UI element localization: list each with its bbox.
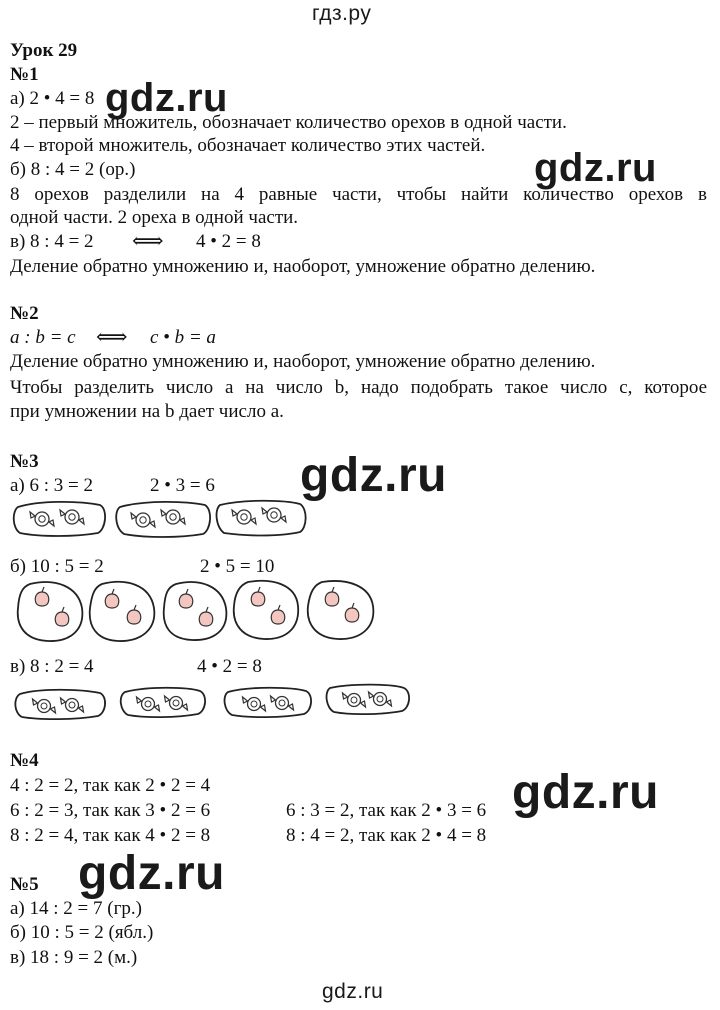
candy-group	[225, 688, 312, 717]
apple-groups-b	[0, 578, 720, 648]
task1-line-v-right: 4 • 2 = 8	[196, 231, 261, 252]
task2-line-3: при умножении на b дает число a.	[10, 401, 284, 422]
task2-number: №2	[10, 303, 39, 324]
equivalence-arrow: ⟺	[96, 324, 128, 349]
watermark: gdz.ru	[300, 449, 447, 502]
task5-line-2: б) 10 : 5 = 2 (ябл.)	[10, 922, 154, 943]
task1-line-b: б) 8 : 4 = 2 (ор.)	[10, 159, 136, 180]
task3-b-left: б) 10 : 5 = 2	[10, 556, 104, 577]
task2-line-2: Чтобы разделить число a на число b, надо подобрать такое число c, которое	[10, 377, 707, 398]
task1-line-10: Деление обратно умножению и, наоборот, умножение обратно делению.	[10, 256, 596, 277]
task2-line-1: Деление обратно умножению и, наоборот, умножение обратно делению.	[10, 351, 596, 372]
candy-group	[14, 502, 105, 536]
candy-group	[217, 501, 306, 536]
apple-group	[90, 582, 155, 641]
watermark: gdz.ru	[322, 980, 384, 1003]
apple-group	[164, 582, 227, 640]
task3-v-right: 4 • 2 = 8	[197, 656, 262, 677]
task1-line-v: в) 8 : 4 = 2	[10, 231, 94, 252]
candy-groups-v	[0, 680, 720, 725]
apple-group	[234, 581, 298, 639]
apple-group	[18, 582, 83, 641]
watermark: gdz.ru	[78, 847, 225, 900]
task5-line-3: в) 18 : 9 = 2 (м.)	[10, 947, 138, 968]
task4-line-3-left: 8 : 2 = 4, так как 4 • 2 = 8	[10, 825, 211, 846]
candy-group	[327, 685, 410, 715]
task3-v-left: в) 8 : 2 = 4	[10, 656, 94, 677]
task2-formula-right: c • b = a	[150, 327, 216, 348]
watermark: gdz.ru	[512, 766, 659, 819]
task3-a-right: 2 • 3 = 6	[150, 475, 215, 496]
task1-line-3: 4 – второй множитель, обозначает количество этих частей.	[10, 135, 486, 156]
candy-group	[121, 688, 205, 717]
site-header: гдз.ру	[312, 2, 372, 25]
candy-group	[15, 690, 105, 719]
lesson-title: Урок 29	[10, 40, 78, 61]
task1-line-a: а) 2 • 4 = 8	[10, 88, 95, 109]
task5-line-1: а) 14 : 2 = 7 (гр.)	[10, 898, 142, 919]
task3-a-left: а) 6 : 3 = 2	[10, 475, 94, 496]
task5-number: №5	[10, 874, 39, 895]
task4-line-2-left: 6 : 2 = 3, так как 3 • 2 = 6	[10, 800, 211, 821]
apple-group	[308, 581, 374, 639]
equivalence-arrow: ⟺	[132, 228, 164, 253]
task1-line-6: одной части. 2 ореха в одной части.	[10, 207, 299, 228]
candy-group	[116, 502, 210, 537]
task3-b-right: 2 • 5 = 10	[200, 556, 275, 577]
task1-line-5: 8 орехов разделили на 4 равные части, чтобы найти количество орехов в	[10, 184, 707, 205]
task4-line-2-right: 6 : 3 = 2, так как 2 • 3 = 6	[286, 800, 487, 821]
task1-number: №1	[10, 64, 39, 85]
watermark: gdz.ru	[105, 76, 228, 120]
watermark: gdz.ru	[534, 146, 657, 190]
task3-number: №3	[10, 451, 39, 472]
task4-line-1: 4 : 2 = 2, так как 2 • 2 = 4	[10, 775, 211, 796]
task4-line-3-right: 8 : 4 = 2, так как 2 • 4 = 8	[286, 825, 487, 846]
task2-formula-left: a : b = c	[10, 327, 76, 348]
task1-line-2: 2 – первый множитель, обозначает количество орехов в одной части.	[10, 112, 567, 133]
task4-number: №4	[10, 750, 39, 771]
